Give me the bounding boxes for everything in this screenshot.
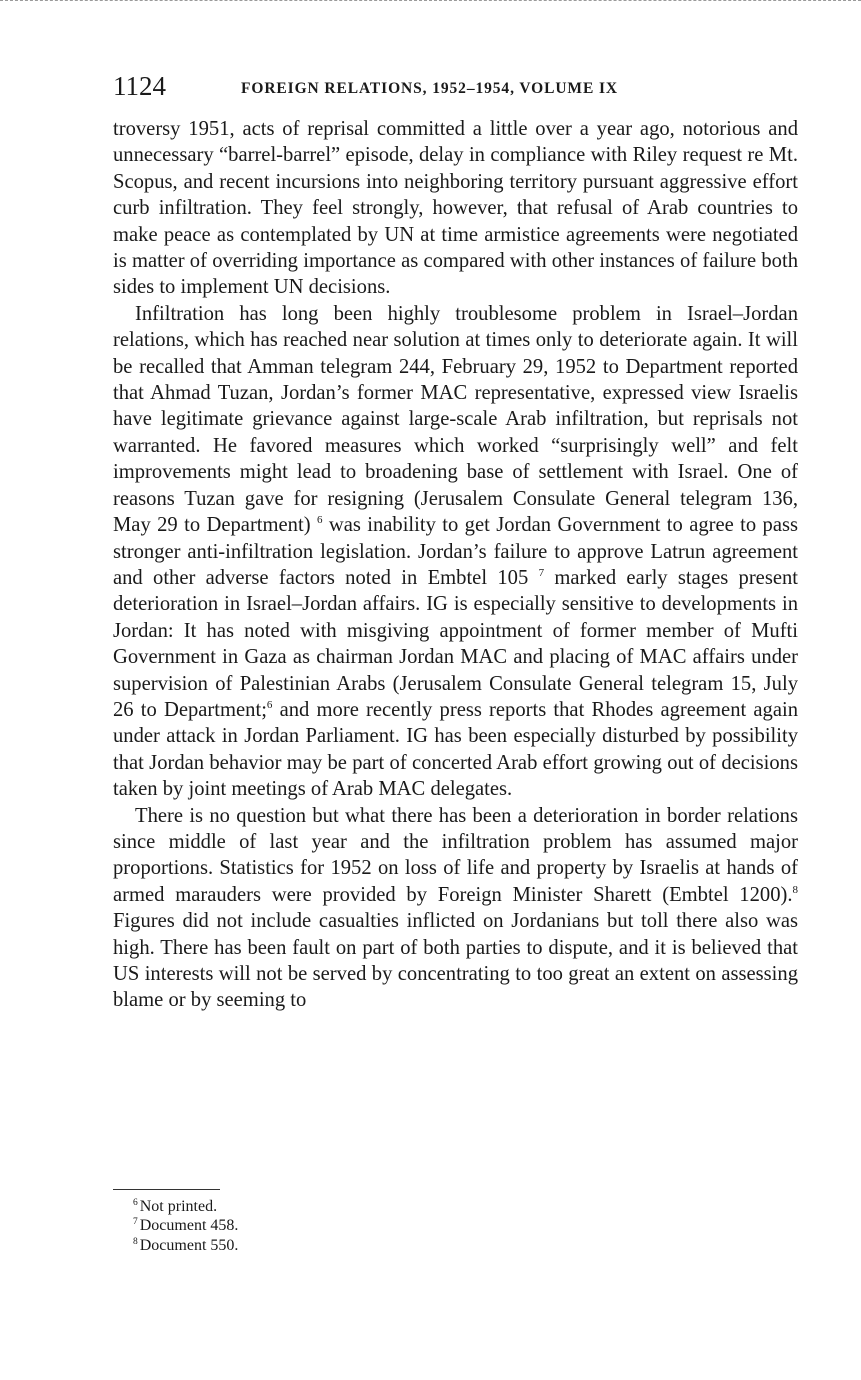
paragraph-1 <box>113 116 798 301</box>
paragraph-3-text-b: Figures did not include casualties inflicted on Jordanians but toll there also was high. There has been fault on part of both parties to dispute, and it is believed that US interests will not be served by concentrating to too great an extent on assessing blame or by seeming to <box>113 910 798 1012</box>
footnote-ref-8: 8 <box>792 883 798 896</box>
paragraph-3-text-a: There is no question but what there has been a deterioration in border relations since middle of last year and the infiltration problem has assumed major proportions. Statistics for 1952 on loss of life and property by Israelis at hands of armed marauders were provided by Foreign Minister Sharett (Embtel 1200). <box>113 804 798 906</box>
footnote-mark: 6 <box>133 1198 138 1208</box>
paragraph-3 <box>113 803 798 1014</box>
footnote-text: Document 458. <box>139 1217 239 1235</box>
running-head-title: FOREIGN RELATIONS, 1952–1954, VOLUME IX <box>241 80 618 97</box>
paragraph-2-text-b: was inability to get Jordan Government to agree to pass stronger anti-infiltration legislation. Jordan’s failure to approve Latrun agreement and other adverse factors noted in Embtel 105 <box>113 514 799 589</box>
page-top-edge <box>0 0 861 3</box>
footnote-divider <box>113 1189 220 1190</box>
footnote-6 <box>133 1197 533 1216</box>
footnote-8 <box>133 1236 533 1255</box>
footnote-text: Document 550. <box>139 1236 239 1254</box>
paragraph-2-text-a: Infiltration has long been highly troublesome problem in Israel–Jordan relations, which has reached near solution at times only to deteriorate again. It will be recalled that Amman telegram 244, February 29, 1952 to Department reported that Ahmad Tuzan, Jordan’s former MAC representative, expressed view Israelis have legitimate grievance against large-scale Arab infiltration, but reprisals not warranted. He favored measures which worked “surprisingly well” and felt improvements might lead to broadening base of settlement with Israel. One of reasons Tuzan gave for resigning (Jerusalem Consulate General telegram 136, May 29 to Department) <box>113 302 798 537</box>
paragraph-1-text: troversy 1951, acts of reprisal committed a little over a year ago, notorious and unnecessary “barrel-barrel” episode, delay in compliance with Riley request re Mt. Scopus, and recent incursions into neighboring territory pursuant aggressive effort curb infiltration. They feel strongly, however, that refusal of Arab countries to make peace as contemplated by UN at time armistice agreements were negotiated is matter of overriding importance as compared with other instances of failure both sides to implement UN decisions. <box>113 118 798 299</box>
footnote-ref-6-second: 6 <box>266 698 273 711</box>
footnote-7 <box>133 1216 533 1235</box>
page-number: 1124 <box>113 71 166 101</box>
paragraph-2-text-c: marked early stages present deterioration in Israel–Jordan affairs. IG is especially sensitive to developments in Jordan: It has noted with misgiving appointment of former member of Mufti Government in Gaza as chairman Jordan MAC and placing of MAC affairs under supervision of Palestinian Arabs (Jerusalem Consulate General telegram 15, July 26 to Department; <box>113 566 798 721</box>
footnote-ref-6: 6 <box>316 514 323 527</box>
paragraph-2-text-d: and more recently press reports that Rhodes agreement again under attack in Jordan Parliament. IG has been especially disturbed by possibility that Jordan behavior may be part of concerted Arab effort growing out of decisions taken by joint meetings of Arab MAC delegates. <box>113 698 798 801</box>
body-text <box>113 116 798 1014</box>
paragraph-2 <box>113 301 798 803</box>
footnote-mark: 7 <box>133 1217 138 1228</box>
footnote-ref-7: 7 <box>538 566 545 579</box>
footnote-mark: 8 <box>133 1236 138 1247</box>
footnote-text: Not printed. <box>139 1198 218 1215</box>
running-head <box>113 66 803 106</box>
footnotes <box>133 1197 533 1255</box>
